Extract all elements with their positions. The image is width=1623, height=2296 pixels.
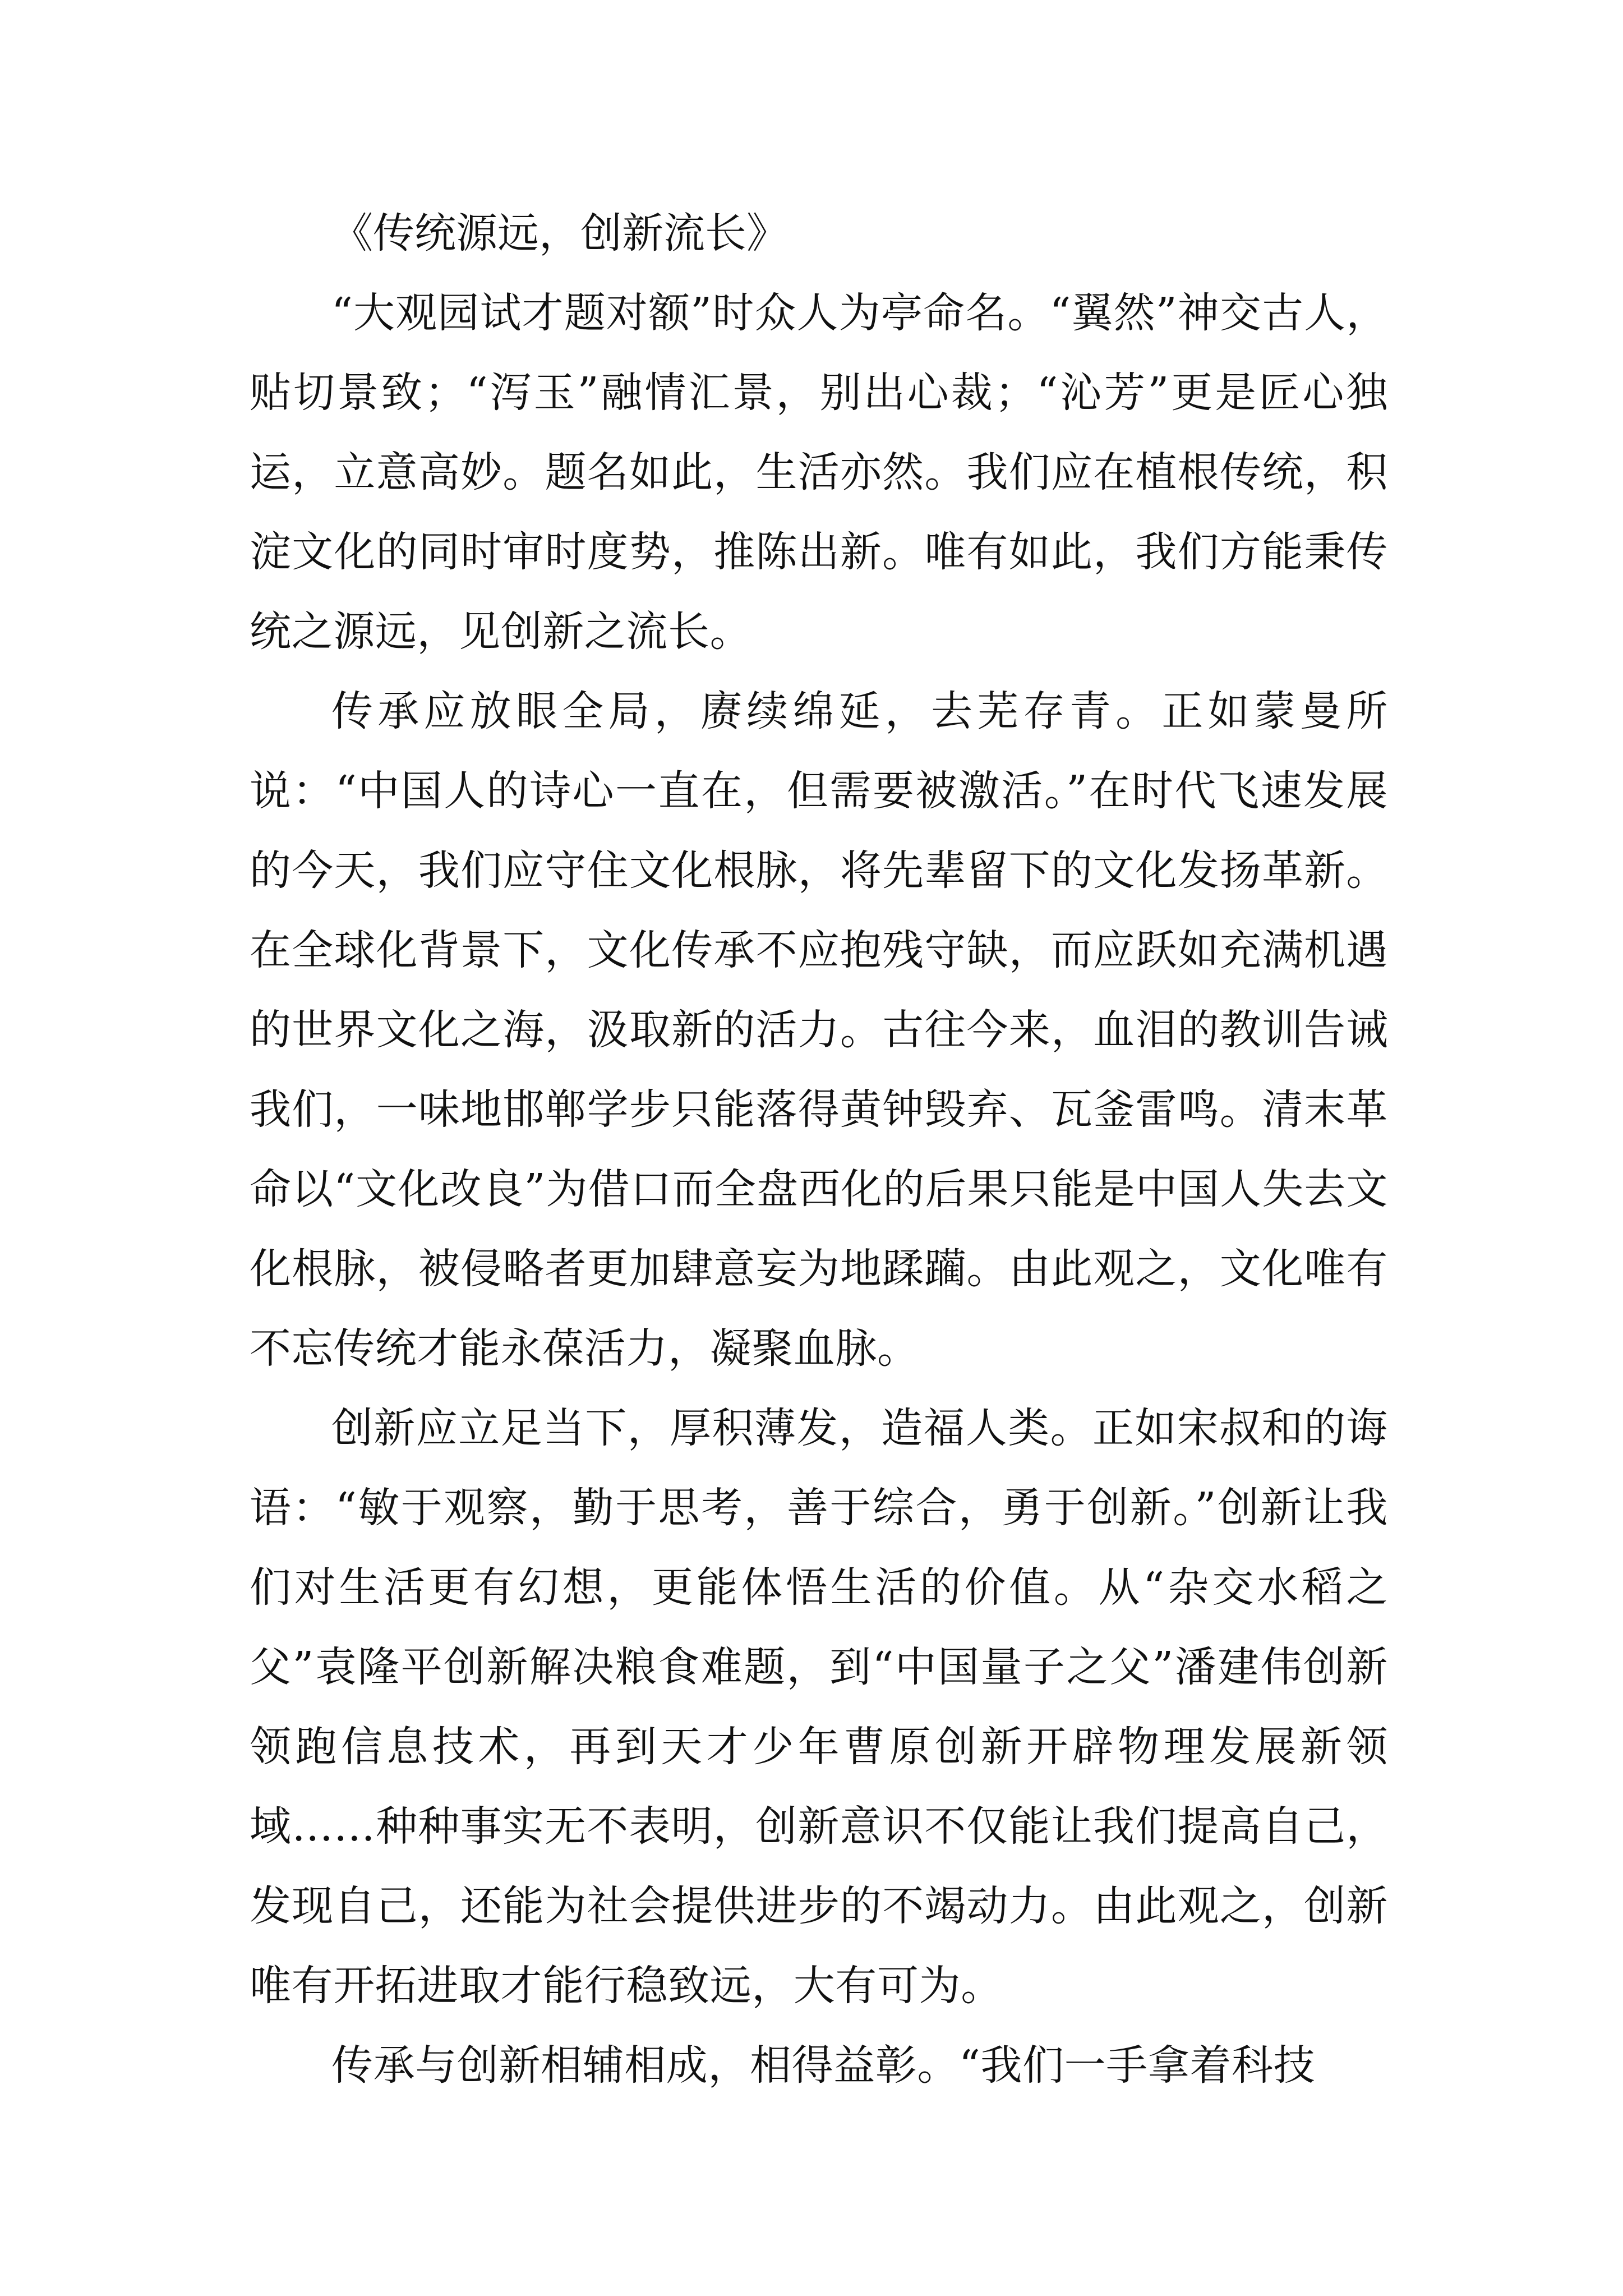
- paragraph-3: 创新应立足当下，厚积薄发，造福人类。正如宋叔和的诲语：“敏于观察，勤于思考，善于综合，勇于创新。”创新让我们对生活更有幻想，更能体悟生活的价值。从“杂交水稻之父”袁隆平创新解决粮食难题，到“中国量子之父”潘建伟创新领跑信息技术，再到天才少年曹原创新开辟物理发展新领域……种种事实无不表明，创新意识不仅能让我们提高自己，发现自己，还能为社会提供进步的不竭动力。由此观之，创新唯有开拓进取才能行稳致远，大有可为。: [250, 1404, 1388, 2010]
- paragraph-4: 传承与创新相辅相成，相得益彰。“我们一手拿着科技: [331, 2041, 1316, 2090]
- essay-title: 《传统源远，创新流长》: [331, 209, 788, 257]
- essay-body: [250, 194, 1388, 2105]
- paragraph-2: 传承应放眼全局，赓续绵延，去芜存青。正如蒙曼所说：“中国人的诗心一直在，但需要被激活。”在时代飞速发展的今天，我们应守住文化根脉，将先辈留下的文化发扬革新。在全球化背景下，文化传承不应抱残守缺，而应跃如充满机遇的世界文化之海，汲取新的活力。古往今来，血泪的教训告诫我们，一味地邯郸学步只能落得黄钟毁弃、瓦釜雷鸣。清末革命以“文化改良”为借口而全盘西化的后果只能是中国人失去文化根脉，被侵略者更加肆意妄为地蹂躏。由此观之，文化唯有不忘传统才能永葆活力，凝聚血脉。: [250, 687, 1388, 1373]
- paragraph-1: “大观园试才题对额”时众人为亭命名。“翼然”神交古人，贴切景致；“泻玉”融情汇景，别出心裁；“沁芳”更是匠心独运，立意高妙。题名如此，生活亦然。我们应在植根传统，积淀文化的同时审时度势，推陈出新。唯有如此，我们方能秉传统之源远，见创新之流长。: [250, 289, 1388, 656]
